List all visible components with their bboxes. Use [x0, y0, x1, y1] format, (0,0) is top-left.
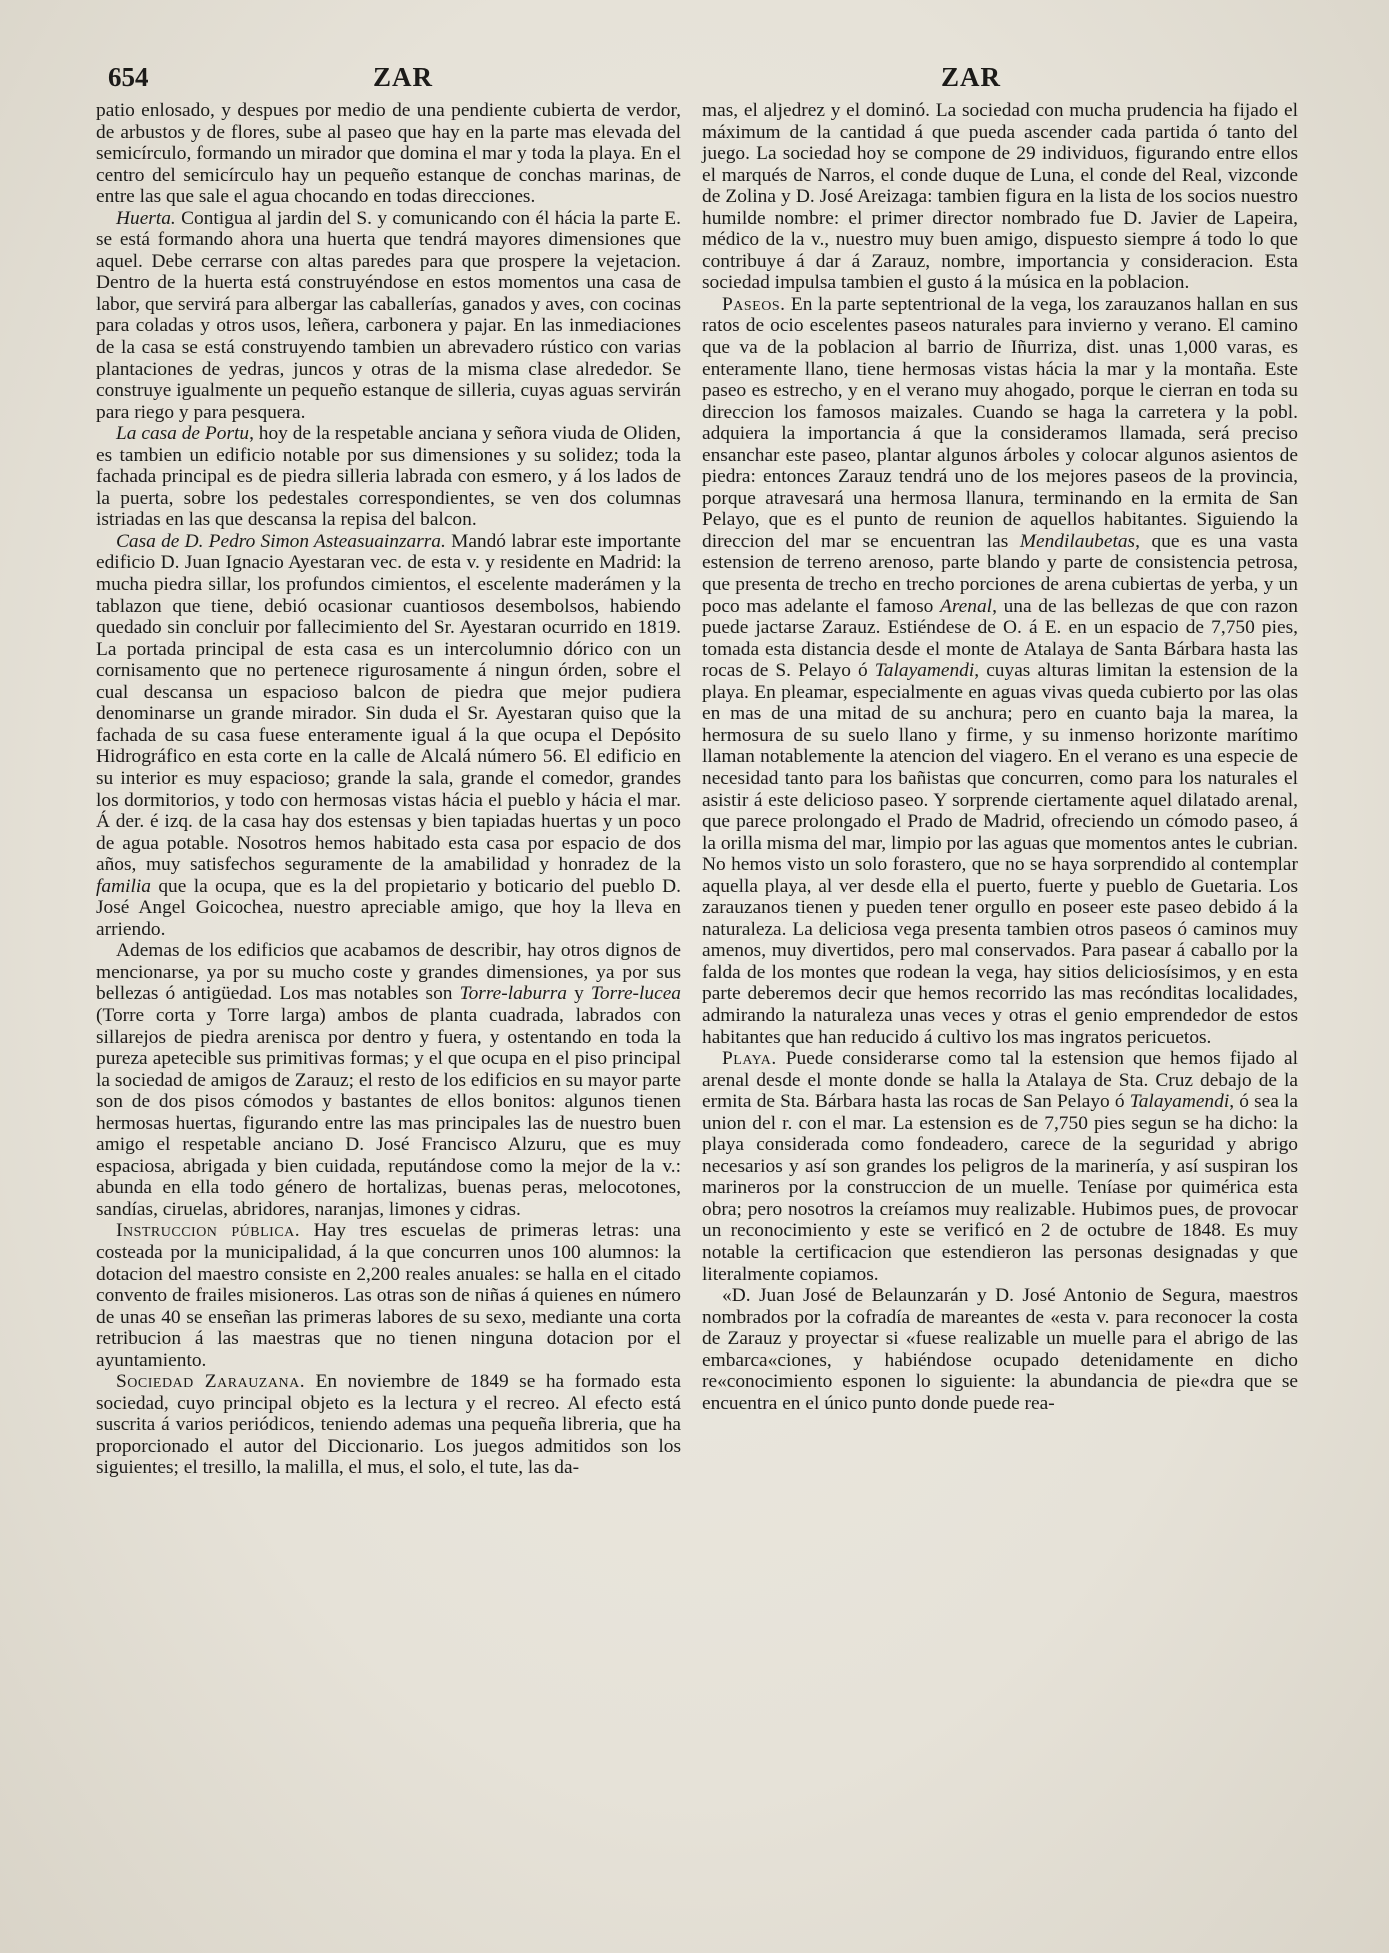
- text-run: , una de las bellezas de que con razon puede jactarse Zarauz. Estiéndese de O. á E. en un espacio de 7,750 pies, tomada esta distancia desde el monte de Atalaya de Santa Bárbara hasta las rocas de S. Pelayo ó: [702, 595, 1298, 682]
- italic-run: Talayamendi: [1129, 1091, 1230, 1113]
- italic-run: Arenal: [940, 595, 993, 617]
- paragraph: [96, 208, 681, 423]
- section-heading: Playa.: [722, 1048, 777, 1070]
- text-run: Puede considerarse como tal la estension que hemos fijado al arenal desde el monte donde se halla la Atalaya de Sta. Cruz debajo de la ermita de Sta. Bárbara hasta las rocas de San Pelayo ó: [702, 1048, 1298, 1113]
- paragraph: [702, 1048, 1298, 1285]
- italic-run: La casa de Portu: [116, 423, 250, 445]
- text-run: «D. Juan José de Belaunzarán y D. José Antonio de Segura, maestros nombrados por la cofradía de mareantes de «esta v. para reconocer la costa de Zarauz y proyectar si «fuese realizable un muelle para el abrigo de las embarca«ciones, y habiéndose ocupado detenidamente en dicho re«conocimiento esponen lo siguiente: la abundancia de pie«dra que se encuentra en el único punto donde puede rea-: [702, 1285, 1298, 1414]
- left-headword: ZAR: [373, 62, 434, 92]
- page-number: 654: [108, 62, 149, 92]
- text-run: Ademas de los edificios que acabamos de describir, hay otros dignos de mencionarse, ya por su mucho coste y grandes dimensiones, ya por sus bellezas ó antigüedad. Los mas notables son: [96, 940, 681, 1005]
- text-run: En noviembre de 1849 se ha formado esta sociedad, cuyo principal objeto es la lectura y el recreo. Al efecto está suscrita á varios periódicos, teniendo ademas una pequeña libreria, que ha proporcionado el autor del Diccionario. Los juegos admitidos son los siguientes; el tresillo, la malilla, el mus, el solo, el tute, las da-: [96, 1371, 681, 1479]
- section-heading: Sociedad Zarauzana.: [116, 1371, 306, 1393]
- text-run: , que es una vasta estension de terreno arenoso, parte blando y parte de consistencia petrosa, que presenta de trecho en trecho porciones de arena cubiertas de yerba, y un poco mas adelante el famoso: [702, 530, 1298, 617]
- paragraph: [96, 423, 681, 531]
- italic-run: Casa de D. Pedro Simon Asteasuainzarra.: [116, 530, 446, 552]
- paragraph: [96, 940, 681, 1220]
- paragraph: [96, 1220, 681, 1371]
- left-text-column: [96, 100, 681, 1479]
- right-headword: ZAR: [941, 62, 1002, 92]
- italic-run: Torre-lucea: [590, 983, 682, 1005]
- text-run: Mandó labrar este importante edificio D. Juan Ignacio Ayestaran vec. de esta v. y residente en Madrid: la mucha piedra sillar, los profundos cimientos, el escelente maderámen y la tablazon que tiene, debió ocasionar cuantiosos desembolsos, habiendo quedado sin concluir por fallecimiento del Sr. Ayestaran ocurrido en 1819. La portada principal de esta casa es un intercolumnio dórico con un cornisamento que no pertenece rigurosamente á ningun órden, sobre el cual descansa un espacioso balcon de piedra que mejor pudiera denominarse un grande mirador. Sin duda el Sr. Ayestaran quiso que la fachada de su casa fuese enteramente igual á la que ocupa el Depósito Hidrográfico en esta corte en la calle de Alcalá número 56. El edificio en su interior es muy espacioso; grande la sala, grande el comedor, grandes los dormitorios, y todo con hermosas vistas hácia el pueblo y hácia el mar. Á der. é izq. de la casa hay dos estensas y bien tapiadas huertas y un poco de agua potable. Nosotros hemos habitado esta casa por espacio de dos años, muy satisfechos seguramente de la amabilidad y honradez de la: [96, 530, 681, 876]
- paragraph: [96, 531, 681, 940]
- italic-run: Torre-laburra: [459, 983, 567, 1005]
- italic-run: Talayamendi: [874, 660, 975, 682]
- text-run: , hoy de la respetable anciana y señora viuda de Oliden, es tambien un edificio notable por sus dimensiones y su solidez; toda la fachada principal es de piedra silleria labrada con esmero, y á los lados de la puerta, sobre los pedestales correspondientes, se ven dos columnas istriadas en las que descansa la repisa del balcon.: [96, 423, 681, 531]
- text-run: , cuyas alturas limitan la estension de la playa. En pleamar, especialmente en aguas vivas queda cubierto por las olas en mas de una mitad de su anchura; pero en cuanto baja la marea, la hermosura de su suelo llano y firme, y su inmenso horizonte marítimo llaman notablemente la atencion del viagero. En el verano es una especie de necesidad tanto para los bañistas que concurren, como para los naturales el asistir á este delicioso paseo. Y sorprende ciertamente aquel dilatado arenal, que parece prolongado el Prado de Madrid, ofreciendo un cómodo paseo, á la orilla misma del mar, limpio por las aguas que momentos antes le cubrian. No hemos visto un solo forastero, que no se haya sorprendido al contemplar aquella playa, al ver desde ella el puerto, fuerte y pueblo de Guetaria. Los zarauzanos tienen y pueden tener orgullo en poseer este paseo debido á la naturaleza. La deliciosa vega presenta tambien otros paseos ó caminos muy amenos, muy divertidos, pero mal conservados. Para pasear á caballo por la falda de los montes que rodean la vega, hay sitios deliciosísimos, y en esta parte deberemos decir que hemos recorrido las mas recónditas localidades, admirando la naturaleza unas veces y otras el genio emprendedor de estos habitantes que han reducido á cultivo los mas ingratos pericuetos.: [702, 660, 1298, 1048]
- column-divider: [688, 100, 689, 1900]
- text-run: mas, el aljedrez y el dominó. La sociedad con mucha prudencia ha fijado el máximum de la cantidad á que pueda ascender cada partida ó tanto del juego. La sociedad hoy se compone de 29 individuos, figurando entre ellos el marqués de Narros, el conde duque de Luna, el conde del Real, vizconde de Zolina y D. José Areizaga: tambien figura en la lista de los socios nuestro humilde nombre: el primer director nombrado fue D. Javier de Lapeira, médico de la v., nuestro muy buen amigo, dispuesto siempre á todo lo que contribuye á dar á Zarauz, nombre, importancia y consideracion. Esta sociedad impulsa tambien el gusto á la música en la poblacion.: [702, 100, 1298, 294]
- text-run: Hay tres escuelas de primeras letras: una costeada por la municipalidad, á la que concurren unos 100 alumnos: la dotacion del maestro consiste en 2,200 reales anuales: se halla en el citado convento de frailes misioneros. Las otras son de niñas á quienes en número de unas 40 se enseñan las primeras labores de su sexo, mediante una corta retribucion á las maestras que no tienen ninguna dotacion por el ayuntamiento.: [96, 1220, 681, 1371]
- section-heading: Paseos.: [722, 293, 786, 315]
- text-run: y: [566, 983, 591, 1005]
- text-run: Contigua al jardin del S. y comunicando con él hácia la parte E. se está formando ahora una huerta que tendrá mayores dimensiones que aquel. Debe cerrarse con altas paredes para que prospere la vejetacion. Dentro de la huerta está construyéndose en estos momentos una casa de labor, que servirá para albergar las caballerías, ganados y aves, con cocinas para coladas y otros usos, leñera, carbonera y pajar. En las inmediaciones de la casa se está construyendo tambien un abrevadero rústico con varias plantaciones de yedras, juncos y otras de la misma clase alrededor. Se construye igualmente un pequeño estanque de silleria, cuyas aguas servirán para riego y para pesquera.: [96, 207, 681, 423]
- italic-run: Mendilaubetas: [1019, 530, 1136, 552]
- running-header: [108, 62, 1297, 102]
- italic-run: Huerta.: [116, 207, 176, 229]
- paragraph: [96, 1371, 681, 1479]
- paragraph: [702, 294, 1298, 1048]
- text-run: patio enlosado, y despues por medio de una pendiente cubierta de verdor, de arbustos y de flores, sube al paseo que hay en la parte mas elevada del semicírculo, formando un mirador que domina el mar y toda la playa. En el centro del semicírculo hay un pequeño estanque de conchas marinas, de entre las que sale el agua chocando en todas direcciones.: [96, 100, 681, 208]
- text-run: (Torre corta y Torre larga) ambos de planta cuadrada, labrados con sillarejos de piedra arenisca por dentro y fuera, y ostentando en toda la pureza apetecible sus primitivas formas; y el que ocupa en el piso principal la sociedad de amigos de Zarauz; el resto de los edificios en su mayor parte son de dos pisos cómodos y bastantes de ellos bonitos: algunos tienen hermosas huertas, figurando entre las mas principales las de nuestro buen amigo el respetable anciano D. José Francisco Alzuru, que es muy espaciosa, abrigada y bien cuidada, reputándose como la mejor de la v.: abunda en ella todo género de hortalizas, buenas peras, melocotones, sandías, ciruelas, abridores, naranjas, limones y cidras.: [96, 1004, 681, 1220]
- paragraph: [96, 100, 681, 208]
- right-text-column: [702, 100, 1298, 1414]
- paragraph: [702, 1285, 1298, 1414]
- section-heading: Instruccion pública.: [116, 1220, 301, 1242]
- text-run: que la ocupa, que es la del propietario y boticario del pueblo D. José Angel Goicochea, nuestro apreciable amigo, que hoy la lleva en arriendo.: [96, 875, 681, 940]
- italic-run: familia: [96, 875, 151, 897]
- text-run: , ó sea la union del r. con el mar. La estension es de 7,750 pies segun se ha dicho: la playa considerada como fondeadero, carece de la seguridad y abrigo necesarios y así son grandes los peligros de la marinería, y así suspiran los marineros por la construccion de un muelle. Teníase por quimérica esta obra; pero nosotros la creíamos muy realizable. Hubimos pues, de provocar un reconocimiento y este se verificó en 2 de octubre de 1848. Es muy notable la certificacion que estendieron las personas designadas y que literalmente copiamos.: [702, 1091, 1298, 1285]
- text-run: En la parte septentrional de la vega, los zarauzanos hallan en sus ratos de ocio escelentes paseos naturales para invierno y verano. El camino que va de la poblacion al barrio de Iñurriza, dist. unas 1,000 varas, es enteramente llano, tiene hermosas vistas hácia la mar y la montaña. Este paseo es estrecho, y en el verano muy ahogado, porque le cierran en toda su direccion los famosos maizales. Cuando se haga la carretera y la pobl. adquiera la importancia á que la consideramos llamada, será preciso ensanchar este paseo, plantar algunos árboles y colocar algunos asientos de piedra: entonces Zarauz tendrá uno de los mejores paseos de la provincia, porque atravesará una hermosa llanura, terminando en la ermita de San Pelayo, que es el punto de reunion de aquellos habitantes. Siguiendo la direccion del mar se encuentran las: [702, 293, 1298, 552]
- paragraph: [702, 100, 1298, 294]
